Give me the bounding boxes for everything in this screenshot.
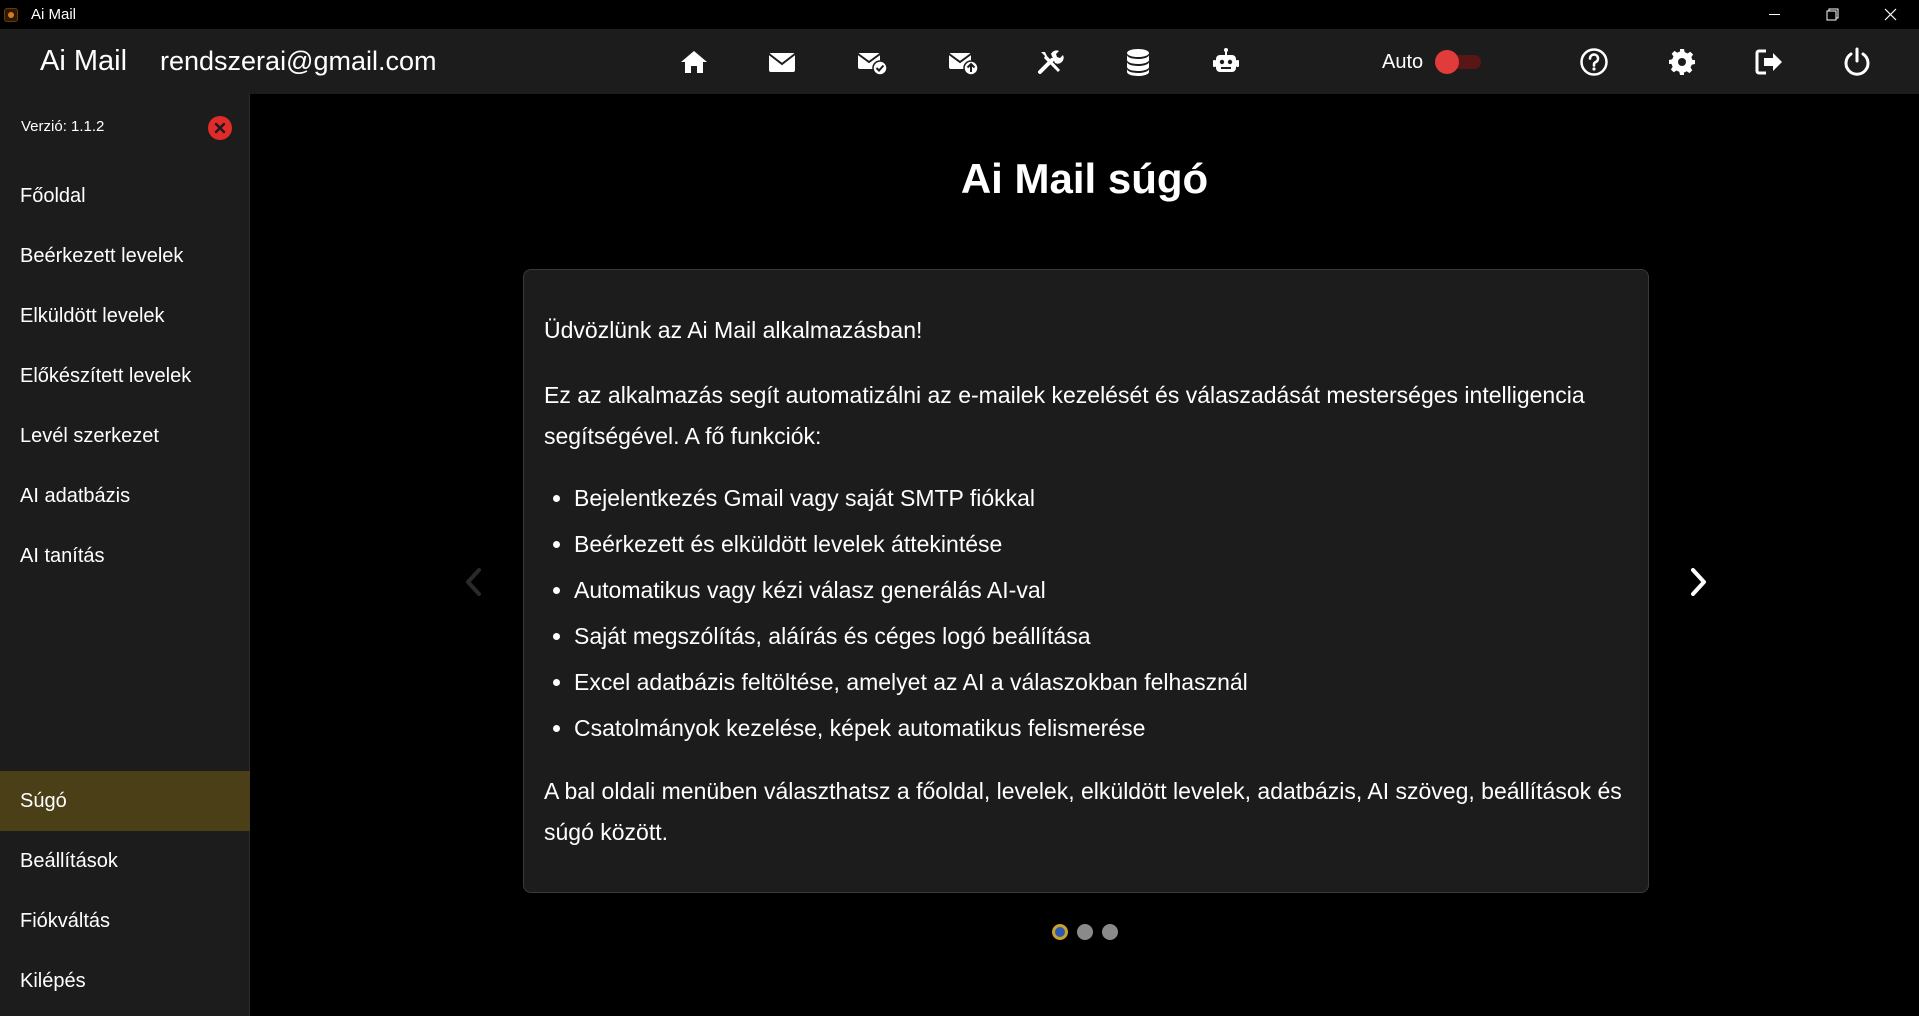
list-item: • Automatikus vagy kézi válasz generálás AI-val (574, 567, 1628, 613)
list-item: • Beérkezett és elküldött levelek áttekintése (574, 521, 1628, 567)
sidebar-item-inbox[interactable]: Beérkezett levelek (20, 244, 184, 267)
chevron-left-icon (463, 566, 485, 598)
close-window-button[interactable] (1861, 0, 1919, 29)
sidebar-item-settings[interactable]: Beállítások (20, 849, 118, 872)
carousel-dot-2[interactable] (1077, 924, 1093, 940)
help-card (523, 269, 1649, 893)
window-controls (1745, 0, 1919, 29)
carousel-dot-3[interactable] (1102, 924, 1118, 940)
sidebar (0, 94, 250, 1016)
sidebar-item-ai-training[interactable]: AI tanítás (20, 544, 105, 567)
toggle-knob (1435, 50, 1459, 74)
app-header (0, 29, 1919, 94)
help-icon[interactable] (1578, 46, 1610, 78)
carousel-next-button[interactable] (1683, 562, 1713, 602)
carousel-dot-1[interactable] (1052, 924, 1068, 940)
envelope-send-icon[interactable] (947, 46, 979, 78)
sidebar-item-home[interactable]: Főoldal (20, 184, 86, 207)
robot-icon[interactable] (1210, 46, 1242, 78)
version-label: Verzió: 1.1.2 (21, 118, 105, 135)
brand-title: Ai Mail (40, 45, 128, 77)
account-email: rendszerai@gmail.com (160, 46, 437, 76)
auto-mode-label: Auto (1382, 51, 1424, 73)
close-icon (1884, 8, 1897, 21)
sidebar-item-help[interactable]: Súgó (0, 771, 250, 831)
app-icon (4, 8, 18, 22)
chevron-right-icon (1687, 566, 1709, 598)
list-item: • Saját megszólítás, aláírás és céges logó beállítása (574, 613, 1628, 659)
restore-icon (1826, 8, 1839, 21)
power-icon[interactable] (1841, 46, 1873, 78)
list-item: • Excel adatbázis feltöltése, amelyet az AI a válaszokban felhasznál (574, 659, 1628, 705)
list-item: • Bejelentkezés Gmail vagy saját SMTP fiókkal (574, 475, 1628, 521)
help-intro: Ez az alkalmazás segít automatizálni az e-mailek kezelését és válaszadását mesterséges intelligencia segítségével. A fő funkciók: (544, 382, 1585, 449)
page-title: Ai Mail súgó (960, 155, 1209, 202)
help-footer: A bal oldali menüben választhatsz a főoldal, levelek, elküldött levelek, adatbázis, AI szöveg, beállítások és súgó között. (544, 778, 1622, 845)
window-titlebar (0, 0, 1919, 29)
sidebar-item-ai-database[interactable]: AI adatbázis (20, 484, 131, 507)
restore-button[interactable] (1803, 0, 1861, 29)
carousel-indicator (1052, 924, 1118, 940)
tools-icon[interactable] (1034, 46, 1066, 78)
sidebar-item-drafts[interactable]: Előkészített levelek (20, 364, 192, 387)
home-icon[interactable] (678, 46, 710, 78)
minimize-icon (1768, 8, 1781, 21)
sidebar-item-switch-account[interactable]: Fiókváltás (20, 909, 111, 932)
envelope-icon[interactable] (766, 46, 798, 78)
list-item: • Csatolmányok kezelése, képek automatikus felismerése (574, 705, 1628, 751)
envelope-check-icon[interactable] (856, 46, 888, 78)
gear-icon[interactable] (1666, 46, 1698, 78)
sidebar-item-sent[interactable]: Elküldött levelek (20, 304, 165, 327)
window-title: Ai Mail (31, 6, 77, 23)
sidebar-item-mail-structure[interactable]: Levél szerkezet (20, 424, 159, 447)
carousel-prev-button[interactable] (459, 562, 489, 602)
logout-icon[interactable] (1753, 46, 1785, 78)
database-icon[interactable] (1122, 46, 1154, 78)
close-icon (214, 122, 226, 134)
close-sidebar-button[interactable] (208, 116, 232, 140)
help-greeting: Üdvözlünk az Ai Mail alkalmazásban! (544, 317, 923, 343)
minimize-button[interactable] (1745, 0, 1803, 29)
sidebar-item-exit[interactable]: Kilépés (20, 969, 86, 992)
feature-list (544, 475, 1628, 751)
auto-mode-toggle[interactable] (1435, 50, 1483, 72)
